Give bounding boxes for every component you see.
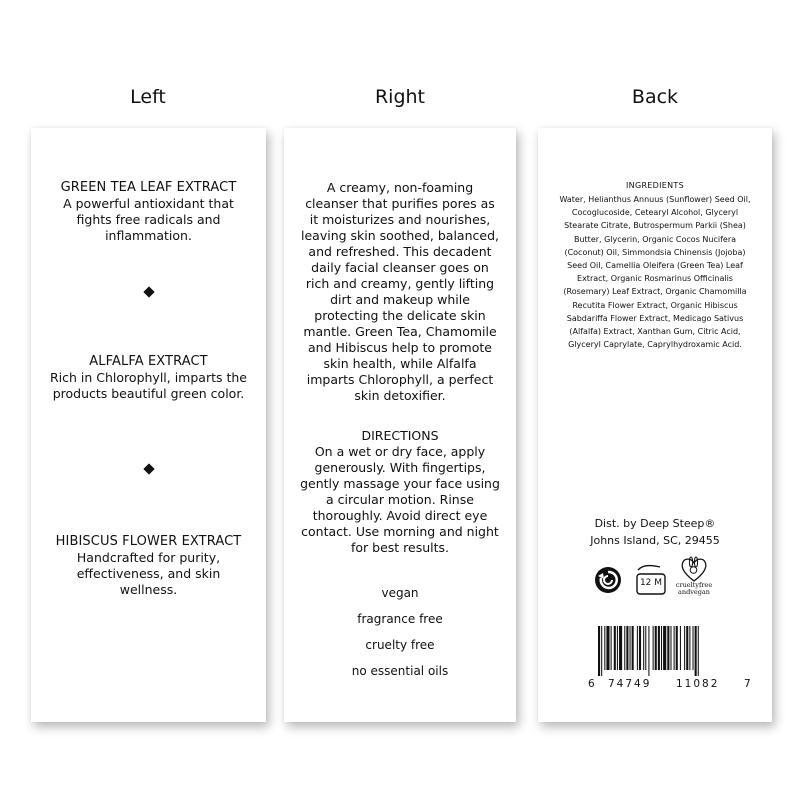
ingredients-list: Water, Helianthus Annuus (Sunflower) Seed Oil, Cocoglucoside, Cetearyl Alcohol, Glyceryl Stearate Citrate, Butrospermum Parkii (Shea) Butter, Glycerin, Organic Cocos Nucifera (Coconut) Oil, Simmondsia Chinensis (Jojoba) Seed Oil, Camellia Oleifera (Green Tea) Leaf Extract, Organic Rosmarinus Officinalis (Rosemary) Leaf Extract, Organic Chamomilla Recutita Flower Extract, Organic Hibiscus Sabdariffa Flower Extract, Medicago Sativus (Alfalfa) Extract, Xanthan Gum, Citric Acid, Glyceryl Caprylate, Caprylhydroxamic Acid. (559, 195, 751, 350)
barcode-bar (619, 626, 622, 670)
left-panel (31, 128, 266, 722)
barcode-bar (658, 626, 660, 670)
barcode-bar (611, 626, 612, 670)
barcode-bar (606, 626, 609, 670)
claim-no-essential-oils: no essential oils (351, 664, 449, 678)
barcode-digit-last: 7 (744, 678, 751, 690)
description-block (284, 180, 516, 404)
barcode-bar (637, 626, 638, 670)
barcode-bar (643, 626, 644, 670)
ingredient-title: GREEN TEA LEAF EXTRACT (60, 180, 237, 195)
bunny-heart-icon (674, 556, 714, 600)
barcode-bar (661, 626, 662, 670)
directions-text: On a wet or dry face, apply generously. With fingertips, gently massage your face using a circular motion. Rinse thoroughly. Avoid direct eye contact. Use morning and night for best results. (300, 444, 500, 555)
barcode-bar (674, 626, 675, 670)
ingredient-text: A powerful antioxidant that fights free radicals and inflammation. (63, 196, 234, 243)
ingredient-block-alfalfa (31, 354, 266, 402)
barcode-bar (653, 626, 654, 670)
barcode-bar (684, 626, 685, 670)
distributor-name: Dist. by Deep Steep® (594, 517, 716, 530)
right-panel (284, 128, 516, 722)
barcode-bar (667, 626, 669, 670)
diamond-divider (143, 286, 154, 297)
barcode-bar (645, 626, 646, 670)
barcode-bar (614, 626, 616, 670)
ingredient-title: HIBISCUS FLOWER EXTRACT (55, 534, 242, 549)
ingredient-title: ALFALFA EXTRACT (89, 354, 208, 369)
claim-vegan: vegan (381, 586, 419, 600)
barcode-bar (695, 626, 697, 676)
ingredients-title: INGREDIENTS (626, 181, 684, 190)
cruelty-free-label: crueltyfree (675, 581, 713, 589)
ingredient-text: Rich in Chlorophyll, imparts the products beautiful green color. (49, 370, 247, 401)
barcode-bar (626, 626, 628, 670)
barcode (596, 626, 738, 676)
barcode-bar (670, 626, 671, 670)
product-description: A creamy, non-foaming cleanser that purifies pores as it moisturizes and nourishes, leaving skin soothed, balanced, and refreshed. This decadent daily facial cleanser goes on rich and creamy, gently lifting dirt and makeup while protecting the delicate skin mantle. Green Tea, Chamomile and Hibiscus help to promote skin health, while Alfalfa imparts Chlorophyll, a perfect skin detoxifier. (301, 180, 499, 403)
heading-right: Right (374, 86, 426, 108)
barcode-digits-group2: 11082 (676, 678, 720, 690)
barcode-bar (624, 626, 625, 670)
barcode-bar (601, 626, 602, 676)
barcode-digits-group1: 74749 (608, 678, 652, 690)
barcode-bar (676, 626, 678, 670)
barcode-bar (663, 626, 666, 670)
recycle-icon (594, 566, 622, 594)
distributor-address: Johns Island, SC, 29455 (590, 534, 720, 547)
barcode-bar (639, 626, 641, 670)
barcode-digit-first: 6 (588, 678, 595, 690)
back-panel (538, 128, 772, 722)
distributor-block (538, 515, 772, 549)
barcode-bar (604, 626, 605, 670)
heading-left: Left (130, 86, 166, 108)
claim-cruelty-free: cruelty free (365, 638, 435, 652)
barcode-bar (698, 626, 699, 676)
open-jar-icon (634, 564, 668, 596)
pao-label: 12 M (639, 578, 663, 588)
ingredient-text: Handcrafted for purity, effectiveness, and skin wellness. (76, 550, 221, 597)
ingredient-block-green-tea (31, 180, 266, 244)
and-vegan-label: andvegan (678, 588, 710, 596)
directions-title: DIRECTIONS (361, 428, 439, 443)
diamond-divider (143, 463, 154, 474)
ingredient-block-hibiscus (31, 534, 266, 598)
barcode-bar (632, 626, 634, 670)
barcode-bar (686, 626, 688, 670)
barcode-bar (680, 626, 681, 670)
barcode-bar (630, 626, 631, 670)
barcode-bar (648, 626, 649, 676)
barcode-bar (617, 626, 618, 670)
barcode-bar (655, 626, 657, 670)
claim-fragrance-free: fragrance free (357, 612, 443, 626)
barcode-bar (689, 626, 690, 670)
barcode-bar (693, 626, 694, 670)
directions-block (284, 428, 516, 556)
ingredients-block (538, 181, 772, 351)
barcode-bar (598, 626, 600, 676)
heading-back: Back (631, 86, 679, 108)
